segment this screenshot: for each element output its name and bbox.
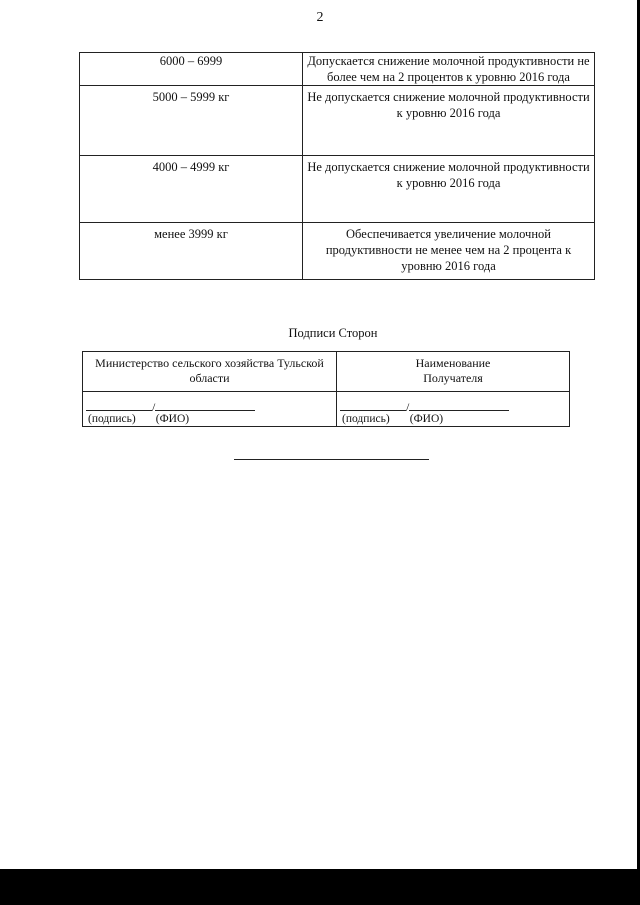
right-signature-cell (337, 392, 570, 427)
table-row (80, 223, 595, 280)
right-party-line1: Наименование (415, 356, 491, 370)
signature-caption: (подпись) (342, 413, 390, 425)
left-signature-cell (83, 392, 337, 427)
name-blank (409, 400, 509, 411)
document-end-rule (234, 459, 429, 460)
signature-line (340, 400, 509, 412)
condition-cell: Не допускается снижение молочной продуктивности к уровню 2016 года (303, 86, 595, 156)
table-row (80, 156, 595, 223)
range-cell: менее 3999 кг (80, 223, 303, 280)
signature-blank (340, 400, 406, 411)
condition-cell: Обеспечивается увеличение молочной продуктивности не менее чем на 2 процента к уровню 2016 года (303, 223, 595, 280)
signatures-table (82, 351, 570, 427)
page-number: 2 (316, 10, 324, 25)
name-caption: (ФИО) (409, 413, 444, 425)
right-party-line2: Получателя (423, 371, 483, 385)
table-row (80, 53, 595, 86)
productivity-conditions-table (79, 52, 595, 280)
signature-blank (86, 400, 152, 411)
signature-captions (88, 412, 189, 427)
range-cell: 5000 – 5999 кг (80, 86, 303, 156)
condition-cell: Не допускается снижение молочной продуктивности к уровню 2016 года (303, 156, 595, 223)
signature-caption: (подпись) (88, 413, 136, 425)
left-party-name: Министерство сельского хозяйства Тульской области (83, 352, 337, 392)
table-row (80, 86, 595, 156)
name-blank (155, 400, 255, 411)
signature-slash: / (406, 400, 410, 414)
signature-captions (342, 412, 443, 427)
name-caption: (ФИО) (155, 413, 190, 425)
signature-slash: / (152, 400, 156, 414)
right-party-name (337, 352, 570, 392)
range-cell: 6000 – 6999 (80, 53, 303, 86)
scan-border (0, 869, 640, 905)
signatures-title: Подписи Сторон (288, 326, 378, 340)
signature-line (86, 400, 255, 412)
range-cell: 4000 – 4999 кг (80, 156, 303, 223)
condition-cell: Допускается снижение молочной продуктивности не более чем на 2 процентов к уровню 2016 года (303, 53, 595, 86)
